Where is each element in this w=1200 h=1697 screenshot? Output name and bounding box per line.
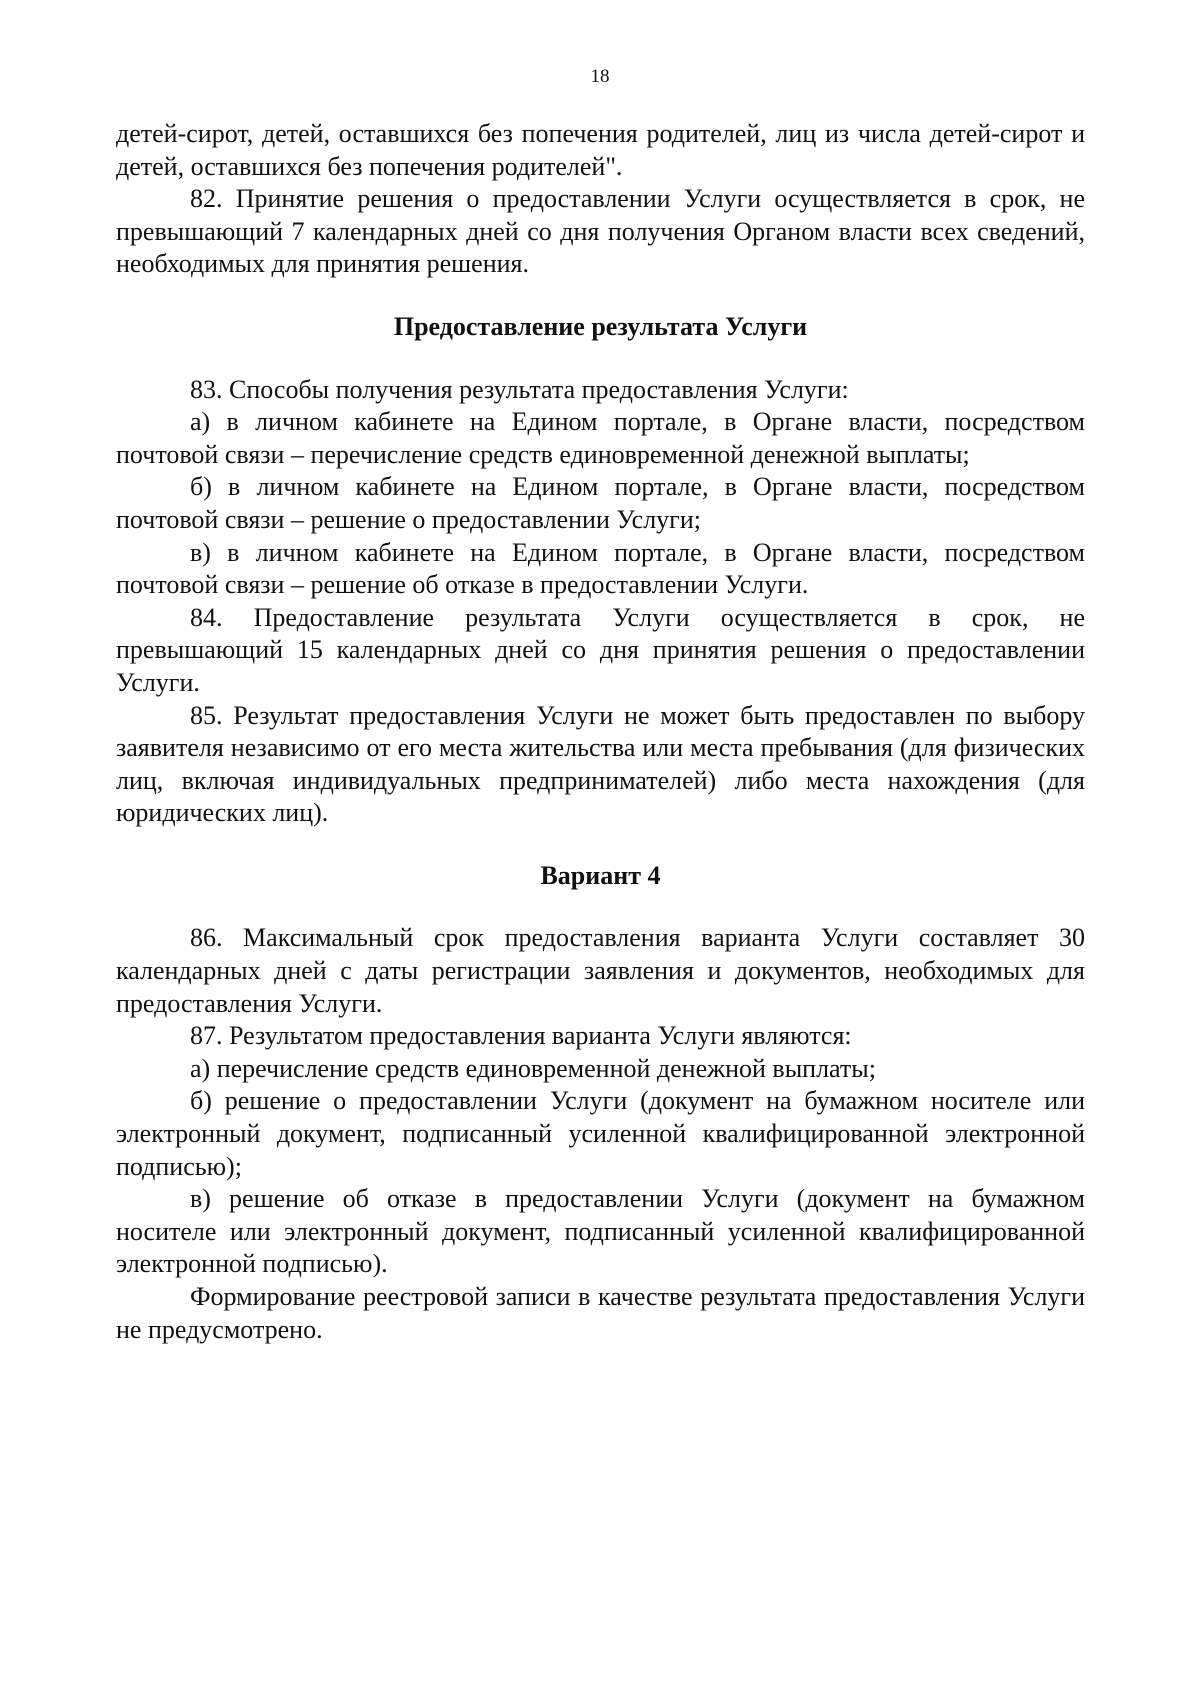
paragraph-84: 84. Предоставление результата Услуги осуществляется в срок, не превышающий 15 календарных дней со дня принятия решения о предоставлении Услуги. <box>116 602 1085 697</box>
paragraph-83-a: а) в личном кабинете на Едином портале, в Органе власти, посредством почтовой связи – перечисление средств единовременной денежной выплаты; <box>116 407 1085 469</box>
paragraph-87-c: в) решение об отказе в предоставлении Услуги (документ на бумажном носителе или электронный документ, подписанный усиленной квалифицированной электронной подписью). <box>116 1184 1085 1279</box>
document-body <box>116 118 1085 1346</box>
paragraph-87-a: а) перечисление средств единовременной денежной выплаты; <box>190 1053 876 1083</box>
paragraph-87: 87. Результатом предоставления варианта Услуги являются: <box>190 1021 852 1051</box>
paragraph-registry-note: Формирование реестровой записи в качестве результата предоставления Услуги не предусмотрено. <box>116 1282 1085 1344</box>
paragraph-83-b: б) в личном кабинете на Едином портале, в Органе власти, посредством почтовой связи – решение о предоставлении Услуги; <box>116 472 1085 534</box>
paragraph-82: 82. Принятие решения о предоставлении Услуги осуществляется в срок, не превышающий 7 календарных дней со дня получения Органом власти всех сведений, необходимых для принятия решения. <box>116 184 1085 279</box>
paragraph-continuation: детей-сирот, детей, оставшихся без попечения родителей, лиц из числа детей-сирот и детей, оставшихся без попечения родителей". <box>116 119 1085 181</box>
paragraph-83: 83. Способы получения результата предоставления Услуги: <box>190 374 849 404</box>
paragraph-83-c: в) в личном кабинете на Едином портале, в Органе власти, посредством почтовой связи – решение об отказе в предоставлении Услуги. <box>116 537 1085 600</box>
paragraph-87-b: б) решение о предоставлении Услуги (документ на бумажном носителе или электронный документ, подписанный усиленной квалифицированной электронной подписью); <box>116 1086 1085 1181</box>
page-number: 18 <box>590 66 610 87</box>
section-heading-variant-4: Вариант 4 <box>540 860 661 890</box>
paragraph-86: 86. Максимальный срок предоставления варианта Услуги составляет 30 календарных дней с даты регистрации заявления и документов, необходимых для предоставления Услуги. <box>116 923 1085 1018</box>
section-heading-result: Предоставление результата Услуги <box>393 311 808 341</box>
paragraph-85: 85. Результат предоставления Услуги не может быть предоставлен по выбору заявителя независимо от его места жительства или места пребывания (для физических лиц, включая индивидуальных предпринимателей) либо места нахождения (для юридических лиц). <box>116 700 1085 828</box>
